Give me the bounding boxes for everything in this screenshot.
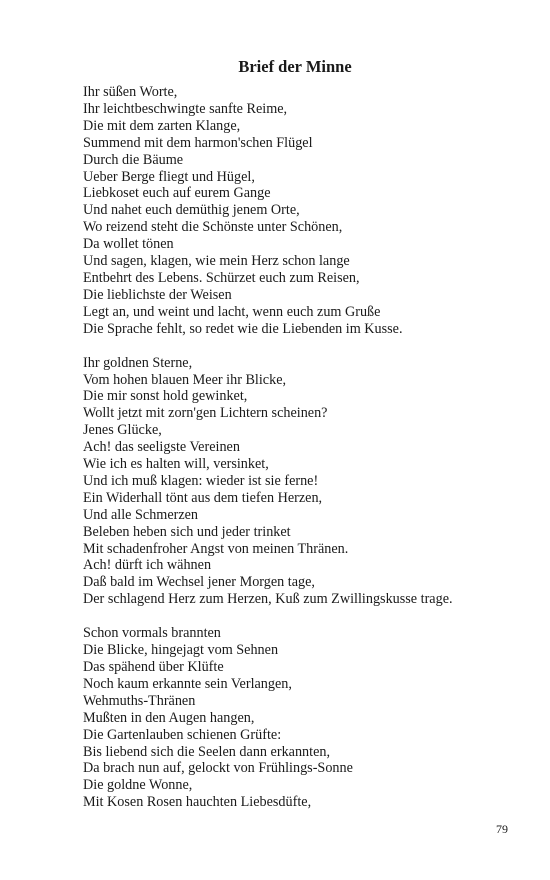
poem-title: Brief der Minne xyxy=(238,57,352,76)
poem-line: Die goldne Wonne, xyxy=(83,777,193,794)
poem-line: Die Blicke, hingejagt vom Sehnen xyxy=(83,642,279,659)
poem-line: Da brach nun auf, gelockt von Frühlings-Sonne xyxy=(83,760,353,777)
poem-line: Jenes Glücke, xyxy=(83,422,162,439)
poem-line: Wie ich es halten will, versinket, xyxy=(83,456,269,473)
stanza xyxy=(83,625,543,811)
poem-line: Wehmuths-Thränen xyxy=(83,692,196,709)
poem-line: Und sagen, klagen, wie mein Herz schon lange xyxy=(83,253,350,270)
poem-line: Mit schadenfroher Angst von meinen Thränen. xyxy=(83,540,349,557)
poem-line: Und alle Schmerzen xyxy=(83,506,199,523)
poem-line: Vom hohen blauen Meer ihr Blicke, xyxy=(83,371,287,388)
poem-line: Da wollet tönen xyxy=(83,236,174,253)
poem-line: Die mit dem zarten Klange, xyxy=(83,117,241,134)
poem-line: Und ich muß klagen: wieder ist sie ferne! xyxy=(83,472,319,489)
poem-line: Das spähend über Klüfte xyxy=(83,659,224,675)
poem-line: Und nahet euch demüthig jenem Orte, xyxy=(83,202,300,219)
poem-line: Der schlagend Herz zum Herzen, Kuß zum Zwillingskusse trage. xyxy=(83,591,453,608)
poem-line: Bis liebend sich die Seelen dann erkannten, xyxy=(83,743,331,760)
poem-line: Liebkoset euch auf eurem Gange xyxy=(83,185,271,202)
poem-line: Die Gartenlauben schienen Grüfte: xyxy=(83,726,282,743)
poem-line: Beleben heben sich und jeder trinket xyxy=(83,523,291,540)
poem-line: Entbehrt des Lebens. Schürzet euch zum Reisen, xyxy=(83,269,360,286)
poem-line: Noch kaum erkannte sein Verlangen, xyxy=(83,675,292,692)
poem-line: Mit Kosen Rosen hauchten Liebesdüfte, xyxy=(83,794,312,811)
poem-line: Ach! das seeligste Vereinen xyxy=(83,439,240,456)
poem-line: Ihr leichtbeschwingte sanfte Reime, xyxy=(83,100,288,117)
poem-body xyxy=(83,84,543,828)
poem-line: Wollt jetzt mit zorn'gen Lichtern scheinen? xyxy=(83,405,328,422)
page-number: 79 xyxy=(496,822,508,836)
poem-line: Die lieblichste der Weisen xyxy=(83,286,232,303)
stanza xyxy=(83,355,543,609)
poem-line: Durch die Bäume xyxy=(83,151,184,168)
poem-line: Die mir sonst hold gewinket, xyxy=(83,388,248,405)
poem-line: Ihr goldnen Sterne, xyxy=(83,354,193,371)
poem-line: Ach! dürft ich wähnen xyxy=(83,557,212,574)
poem-line: Legt an, und weint und lacht, wenn euch zum Gruße xyxy=(83,303,381,320)
poem-line: Summend mit dem harmon'schen Flügel xyxy=(83,134,313,151)
poem-line: Ein Widerhall tönt aus dem tiefen Herzen, xyxy=(83,489,323,506)
poem-line: Daß bald im Wechsel jener Morgen tage, xyxy=(83,574,315,591)
poem-line: Die Sprache fehlt, so redet wie die Liebenden im Kusse. xyxy=(83,320,403,337)
poem-line: Ihr süßen Worte, xyxy=(83,84,178,100)
poem-line: Ueber Berge fliegt und Hügel, xyxy=(83,168,255,185)
poem-line: Schon vormals brannten xyxy=(83,625,221,642)
poem-line: Wo reizend steht die Schönste unter Schönen, xyxy=(83,219,343,236)
poem-line: Mußten in den Augen hangen, xyxy=(83,709,255,726)
stanza xyxy=(83,84,543,338)
